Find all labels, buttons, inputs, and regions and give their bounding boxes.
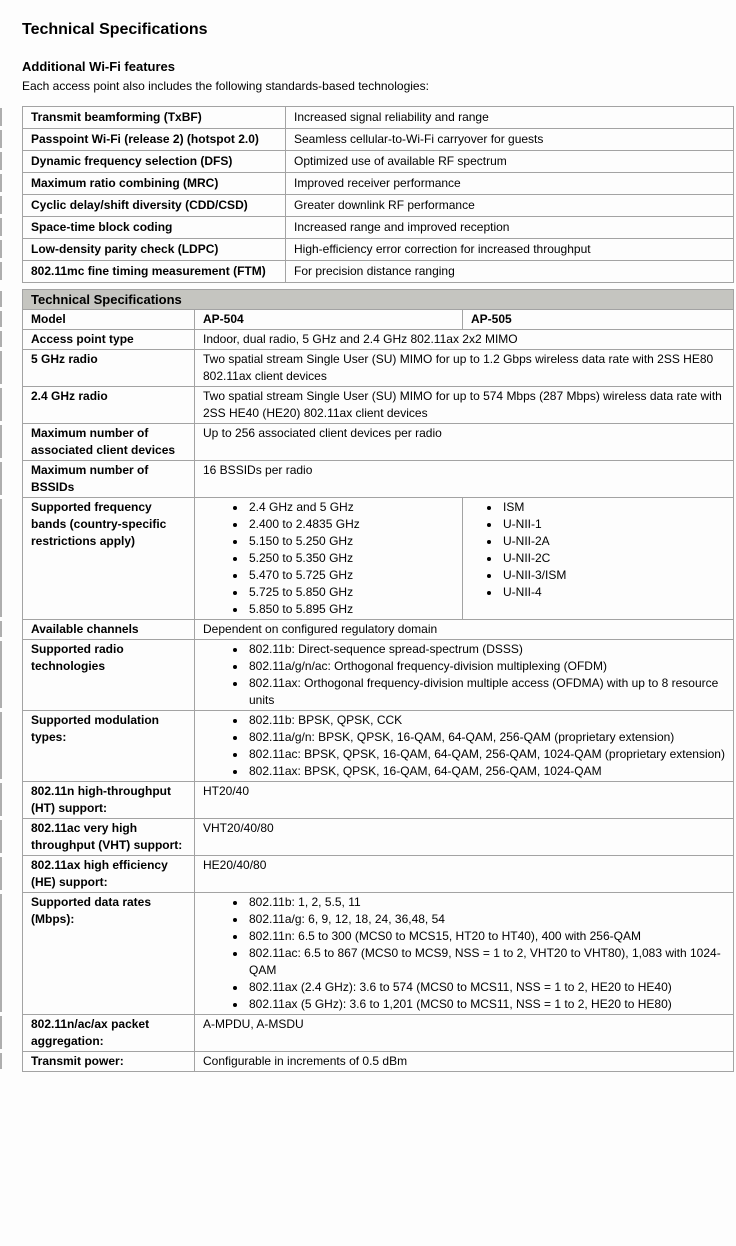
feature-row — [23, 151, 734, 173]
feature-value: Increased range and improved reception — [286, 217, 734, 239]
spec-label: 802.11n high-throughput (HT) support: — [23, 782, 195, 819]
bullet-item: • U-NII-2A — [501, 533, 727, 550]
spec-label: Supported frequency bands (country-specific restrictions apply) — [23, 498, 195, 620]
spec-value — [195, 711, 734, 782]
spec-label: Maximum number of BSSIDs — [23, 461, 195, 498]
feature-value: High-efficiency error correction for increased throughput — [286, 239, 734, 261]
feature-label: Passpoint Wi-Fi (release 2) (hotspot 2.0) — [23, 129, 286, 151]
spec-row — [23, 711, 734, 782]
page-title: Technical Specifications — [22, 21, 208, 38]
spec-value: HE20/40/80 — [195, 856, 734, 893]
feature-row — [23, 195, 734, 217]
spec-value: Indoor, dual radio, 5 GHz and 2.4 GHz 802.11ax 2x2 MIMO — [195, 330, 734, 350]
spec-row — [23, 782, 734, 819]
model-row — [23, 310, 734, 330]
feature-row — [23, 173, 734, 195]
feature-label: Maximum ratio combining (MRC) — [23, 173, 286, 195]
spec-label: Supported data rates (Mbps): — [23, 893, 195, 1015]
bullet-item: • 802.11b: Direct-sequence spread-spectrum (DSSS) — [247, 641, 727, 658]
feature-row — [23, 129, 734, 151]
bullet-item: • 5.850 to 5.895 GHz — [247, 601, 456, 618]
spec-value: HT20/40 — [195, 782, 734, 819]
feature-row — [23, 107, 734, 129]
bullet-item: • 5.470 to 5.725 GHz — [247, 567, 456, 584]
spec-value: Configurable in increments of 0.5 dBm — [195, 1052, 734, 1072]
spec-value — [195, 893, 734, 1015]
spec-row — [23, 330, 734, 350]
feature-label: Low-density parity check (LDPC) — [23, 239, 286, 261]
bullet-item: • U-NII-3/ISM — [501, 567, 727, 584]
spec-label: 2.4 GHz radio — [23, 387, 195, 424]
feature-value: Optimized use of available RF spectrum — [286, 151, 734, 173]
feature-row — [23, 217, 734, 239]
feature-row — [23, 261, 734, 283]
bullet-item: • 802.11ax: BPSK, QPSK, 16-QAM, 64-QAM, 256-QAM, 1024-QAM — [247, 763, 727, 780]
bullet-item: • 802.11ac: BPSK, QPSK, 16-QAM, 64-QAM, 256-QAM, 1024-QAM (proprietary extension) — [247, 746, 727, 763]
spec-label: 802.11ac very high throughput (VHT) support: — [23, 819, 195, 856]
feature-label: Transmit beamforming (TxBF) — [23, 107, 286, 129]
spec-row — [23, 1015, 734, 1052]
spec-value: 16 BSSIDs per radio — [195, 461, 734, 498]
spec-row — [23, 856, 734, 893]
bullet-item: • 802.11a/g/n: BPSK, QPSK, 16-QAM, 64-QAM, 256-QAM (proprietary extension) — [247, 729, 727, 746]
spec-row — [23, 640, 734, 711]
bullet-item: • 802.11ax (2.4 GHz): 3.6 to 574 (MCS0 to MCS11, NSS = 1 to 2, HE20 to HE40) — [247, 979, 727, 996]
model-ap505: AP-505 — [463, 310, 734, 330]
spec-row — [23, 498, 734, 620]
bullet-item: • 2.4 GHz and 5 GHz — [247, 499, 456, 516]
bullet-item: • U-NII-2C — [501, 550, 727, 567]
intro-text: Each access point also includes the following standards-based technologies: — [22, 79, 429, 93]
spec-value — [195, 640, 734, 711]
spec-label: 5 GHz radio — [23, 350, 195, 387]
feature-row — [23, 239, 734, 261]
bullet-item: • 5.725 to 5.850 GHz — [247, 584, 456, 601]
spec-label: Available channels — [23, 620, 195, 640]
spec-label: 802.11n/ac/ax packet aggregation: — [23, 1015, 195, 1052]
spec-value: VHT20/40/80 — [195, 819, 734, 856]
bullet-list — [203, 641, 727, 709]
spec-value-left — [195, 498, 463, 620]
bullet-item: • U-NII-1 — [501, 516, 727, 533]
specs-section-header: Technical Specifications — [23, 290, 734, 310]
spec-label: Supported radio technologies — [23, 640, 195, 711]
bullet-item: • U-NII-4 — [501, 584, 727, 601]
bullet-item: • 802.11b: BPSK, QPSK, CCK — [247, 712, 727, 729]
specs-table — [22, 289, 734, 1072]
spec-label: Transmit power: — [23, 1052, 195, 1072]
feature-label: Space-time block coding — [23, 217, 286, 239]
bullet-item: • 802.11ax (5 GHz): 3.6 to 1,201 (MCS0 to MCS11, NSS = 1 to 2, HE20 to HE80) — [247, 996, 727, 1013]
spec-label: Maximum number of associated client devices — [23, 424, 195, 461]
spec-label: Supported modulation types: — [23, 711, 195, 782]
feature-label: Dynamic frequency selection (DFS) — [23, 151, 286, 173]
bullet-list — [203, 894, 727, 1013]
spec-value: Two spatial stream Single User (SU) MIMO for up to 574 Mbps (287 Mbps) wireless data rate with 2SS HE40 (HE20) 802.11ax client devices — [195, 387, 734, 424]
bullet-list-left — [203, 499, 456, 618]
spec-row — [23, 1052, 734, 1072]
model-label: Model — [23, 310, 195, 330]
bullet-item: • 5.250 to 5.350 GHz — [247, 550, 456, 567]
spec-value: Up to 256 associated client devices per radio — [195, 424, 734, 461]
bullet-list-right — [471, 499, 727, 601]
wifi-features-table — [22, 106, 734, 283]
spec-row — [23, 424, 734, 461]
spec-value: Dependent on configured regulatory domain — [195, 620, 734, 640]
bullet-item: • 802.11ac: 6.5 to 867 (MCS0 to MCS9, NSS = 1 to 2, VHT20 to VHT80), 1,083 with 1024-QAM — [247, 945, 727, 979]
spec-label: Access point type — [23, 330, 195, 350]
spec-row — [23, 387, 734, 424]
spec-label: 802.11ax high efficiency (HE) support: — [23, 856, 195, 893]
spec-row — [23, 350, 734, 387]
bullet-item: • 802.11ax: Orthogonal frequency-division multiple access (OFDMA) with up to 8 resource units — [247, 675, 727, 709]
spec-row — [23, 620, 734, 640]
bullet-item: • 5.150 to 5.250 GHz — [247, 533, 456, 550]
feature-value: Improved receiver performance — [286, 173, 734, 195]
feature-value: Seamless cellular-to-Wi-Fi carryover for guests — [286, 129, 734, 151]
feature-label: Cyclic delay/shift diversity (CDD/CSD) — [23, 195, 286, 217]
bullet-item: • 802.11a/g: 6, 9, 12, 18, 24, 36,48, 54 — [247, 911, 727, 928]
feature-value: Increased signal reliability and range — [286, 107, 734, 129]
spec-value-right — [463, 498, 734, 620]
spec-row — [23, 819, 734, 856]
bullet-item: • 802.11a/g/n/ac: Orthogonal frequency-division multiplexing (OFDM) — [247, 658, 727, 675]
spec-value: Two spatial stream Single User (SU) MIMO for up to 1.2 Gbps wireless data rate with 2SS HE80 802.11ax client devices — [195, 350, 734, 387]
bullet-item: • 802.11n: 6.5 to 300 (MCS0 to MCS15, HT20 to HT40), 400 with 256-QAM — [247, 928, 727, 945]
feature-value: For precision distance ranging — [286, 261, 734, 283]
feature-label: 802.11mc fine timing measurement (FTM) — [23, 261, 286, 283]
spec-value: A-MPDU, A-MSDU — [195, 1015, 734, 1052]
specs-section-header-row — [23, 290, 734, 310]
bullet-item: • ISM — [501, 499, 727, 516]
feature-value: Greater downlink RF performance — [286, 195, 734, 217]
bullet-item: • 802.11b: 1, 2, 5.5, 11 — [247, 894, 727, 911]
bullet-item: • 2.400 to 2.4835 GHz — [247, 516, 456, 533]
spec-row — [23, 893, 734, 1015]
spec-row — [23, 461, 734, 498]
wifi-features-heading: Additional Wi-Fi features — [22, 59, 175, 74]
model-ap504: AP-504 — [195, 310, 463, 330]
bullet-list — [203, 712, 727, 780]
